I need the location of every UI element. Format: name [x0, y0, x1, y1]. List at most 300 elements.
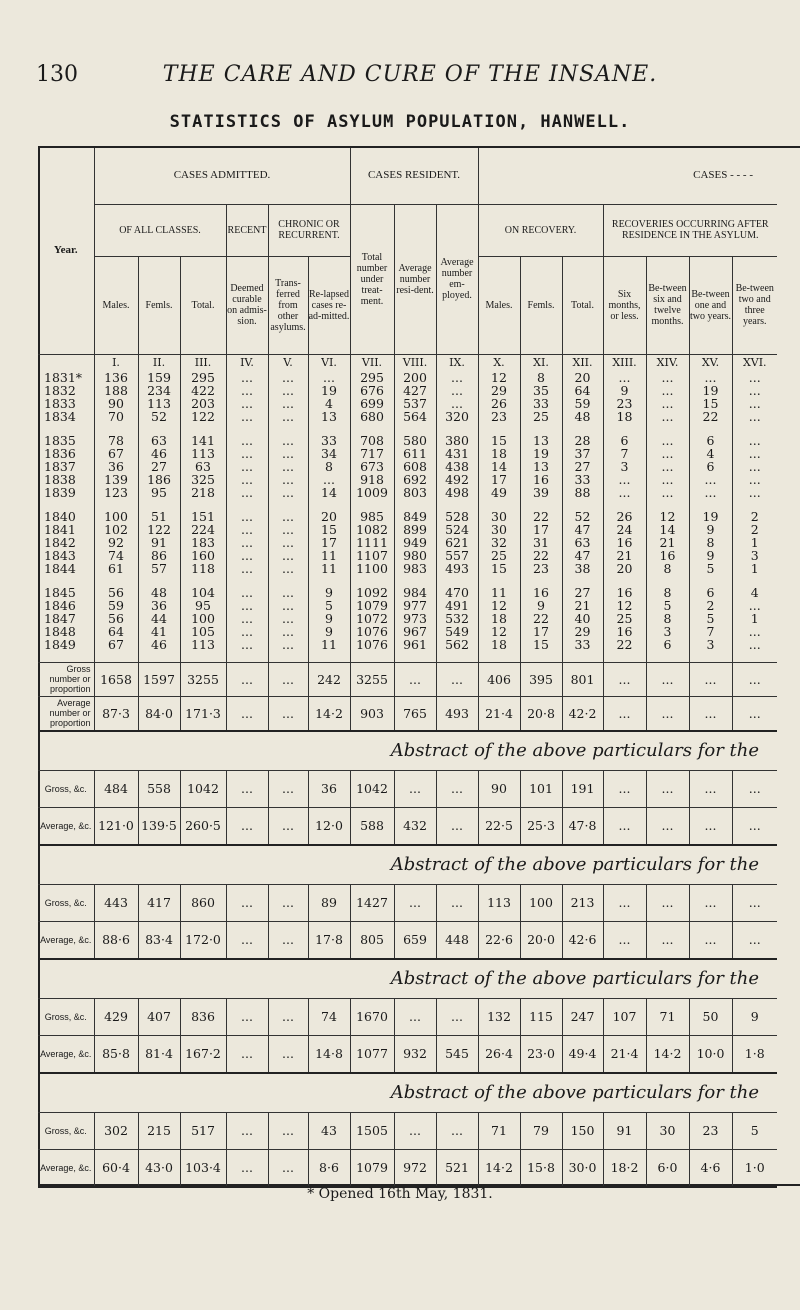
gap-cell	[603, 575, 646, 586]
value-cell: 26	[478, 397, 520, 410]
gap-cell	[38, 423, 94, 434]
value-cell: 932	[394, 1035, 436, 1073]
value-cell: ...	[226, 410, 268, 423]
value-cell: 492	[436, 473, 478, 486]
column-number: I.	[94, 354, 138, 371]
value-cell: 59	[562, 397, 603, 410]
value-cell: 588	[350, 807, 394, 845]
value-cell: 247	[562, 998, 603, 1035]
column-number: II.	[138, 354, 180, 371]
value-cell: ...	[646, 371, 689, 384]
abstract-average-label: Average, &c.	[38, 1149, 94, 1187]
value-cell: 88	[562, 486, 603, 499]
value-cell: ...	[646, 384, 689, 397]
value-cell: 113	[138, 397, 180, 410]
table-row	[38, 625, 777, 638]
value-cell: 20	[562, 371, 603, 384]
year-cell	[38, 354, 94, 371]
table-row	[38, 638, 777, 651]
value-cell: 46	[138, 638, 180, 651]
value-cell: 21	[562, 599, 603, 612]
value-cell: 528	[436, 510, 478, 523]
value-cell: 25	[520, 410, 562, 423]
value-cell: 183	[180, 536, 226, 549]
value-cell: 1076	[350, 638, 394, 651]
abstract-gross-row	[38, 1112, 777, 1149]
value-cell: 12·0	[308, 807, 350, 845]
value-cell: 320	[436, 410, 478, 423]
table-row	[38, 599, 777, 612]
col-5: Trans-ferred from other asylums.	[268, 256, 308, 354]
value-cell: 532	[436, 612, 478, 625]
value-cell: 139	[94, 473, 138, 486]
value-cell: 985	[350, 510, 394, 523]
column-number: XVI.	[742, 356, 767, 369]
value-cell: 56	[94, 586, 138, 599]
value-cell: 12	[646, 510, 689, 523]
col-7: Total number under treat-ment.	[350, 204, 394, 354]
value-cell: 5	[689, 562, 732, 575]
value-cell: 9	[308, 612, 350, 625]
value-cell: 680	[350, 410, 394, 423]
value-cell: 83·4	[138, 921, 180, 959]
value-cell: 113	[180, 447, 226, 460]
table-row	[38, 371, 777, 384]
value-cell: 22	[520, 612, 562, 625]
value-cell: ...	[646, 807, 689, 845]
column-number: XI.	[520, 354, 562, 371]
value-cell: ...	[748, 370, 761, 384]
value-cell: ...	[646, 410, 689, 423]
value-cell: 443	[94, 884, 138, 921]
value-cell: 81·4	[138, 1035, 180, 1073]
value-cell: 115	[520, 998, 562, 1035]
value-cell: 25	[478, 549, 520, 562]
value-cell: 87·3	[94, 696, 138, 731]
gap-cell	[603, 499, 646, 510]
value-cell: 100	[94, 510, 138, 523]
gap-cell	[520, 423, 562, 434]
value-cell: ...	[748, 472, 761, 486]
value-cell: 673	[350, 460, 394, 473]
value-cell: 13	[308, 410, 350, 423]
value-cell: ...	[732, 884, 777, 921]
value-cell: 1·8	[732, 1035, 777, 1073]
value-cell: 141	[180, 434, 226, 447]
value-cell: ...	[268, 434, 308, 447]
value-cell: 12	[478, 371, 520, 384]
value-cell: ...	[226, 1035, 268, 1073]
value-cell: 14	[478, 460, 520, 473]
value-cell: ...	[436, 397, 478, 410]
value-cell: 498	[436, 486, 478, 499]
table-row	[38, 460, 777, 473]
value-cell: 6	[689, 586, 732, 599]
gap-cell	[226, 575, 268, 586]
value-cell: 967	[394, 625, 436, 638]
value-cell: 22·6	[478, 921, 520, 959]
value-cell: 107	[603, 998, 646, 1035]
value-cell: 27	[562, 460, 603, 473]
value-cell: 151	[180, 510, 226, 523]
value-cell: 60·4	[94, 1149, 138, 1187]
value-cell: 47	[562, 549, 603, 562]
year-cell: 1833	[38, 397, 94, 410]
value-cell: 422	[180, 384, 226, 397]
group-recoveries-after: RECOVERIES OCCURRING AFTER RESIDENCE IN THE ASYLUM.	[603, 204, 777, 256]
column-number: V.	[268, 354, 308, 371]
value-cell: 74	[94, 549, 138, 562]
gap-cell	[350, 651, 394, 663]
gap-cell	[138, 499, 180, 510]
value-cell: 49	[478, 486, 520, 499]
gap-cell	[138, 651, 180, 663]
value-cell: 8	[646, 586, 689, 599]
value-cell: 8	[646, 612, 689, 625]
year-cell: 1846	[38, 599, 94, 612]
value-cell: 15·8	[520, 1149, 562, 1187]
value-cell: 10·0	[689, 1035, 732, 1073]
gap-cell	[520, 499, 562, 510]
value-cell: 295	[180, 371, 226, 384]
value-cell: ...	[226, 434, 268, 447]
value-cell: 90	[94, 397, 138, 410]
value-cell: 118	[180, 562, 226, 575]
gap-cell	[436, 651, 478, 663]
column-number: IV.	[226, 354, 268, 371]
value-cell: 524	[436, 523, 478, 536]
year-cell: 1837	[38, 460, 94, 473]
value-cell: 17	[520, 523, 562, 536]
value-cell: 132	[478, 998, 520, 1035]
value-cell: 30·0	[562, 1149, 603, 1187]
value-cell: 1042	[350, 770, 394, 807]
value-cell: 19	[308, 384, 350, 397]
value-cell: 1077	[350, 1035, 394, 1073]
value-cell: 36	[138, 599, 180, 612]
value-cell: ...	[226, 998, 268, 1035]
value-cell: 20	[603, 562, 646, 575]
value-cell: ...	[436, 807, 478, 845]
abstract-average-label: Average, &c.	[38, 921, 94, 959]
value-cell: 699	[350, 397, 394, 410]
value-cell: ...	[308, 371, 350, 384]
value-cell: ...	[226, 460, 268, 473]
gap-cell	[350, 423, 394, 434]
value-cell: ...	[268, 998, 308, 1035]
abstract-average-row	[38, 807, 777, 845]
table-row	[38, 562, 777, 575]
value-cell: 6	[646, 638, 689, 651]
value-cell: ...	[748, 485, 761, 499]
value-cell: 102	[94, 523, 138, 536]
value-cell: 43·0	[138, 1149, 180, 1187]
col-6: Re-lapsed cases re-ad-mitted.	[308, 256, 350, 354]
value-cell: ...	[268, 523, 308, 536]
value-cell: 61	[94, 562, 138, 575]
value-cell: ...	[646, 447, 689, 460]
block-gap	[38, 423, 777, 434]
value-cell: 899	[394, 523, 436, 536]
value-cell: 105	[180, 625, 226, 638]
gap-cell	[520, 575, 562, 586]
page-header	[0, 62, 800, 92]
value-cell: 1082	[350, 523, 394, 536]
value-cell: 972	[394, 1149, 436, 1187]
value-cell: 11	[308, 549, 350, 562]
gap-cell	[394, 575, 436, 586]
value-cell: 1079	[350, 599, 394, 612]
col-year: Year.	[38, 148, 94, 354]
value-cell: 5	[689, 612, 732, 625]
value-cell: 16	[603, 536, 646, 549]
value-cell: ...	[226, 884, 268, 921]
table-row	[38, 434, 777, 447]
column-number-row	[38, 354, 777, 371]
table-row	[38, 549, 777, 562]
value-cell: ...	[268, 662, 308, 696]
year-cell: 1834	[38, 410, 94, 423]
value-cell: 39	[520, 486, 562, 499]
value-cell: 15	[520, 638, 562, 651]
value-cell: ...	[689, 696, 732, 731]
gap-cell	[138, 423, 180, 434]
value-cell: 101	[520, 770, 562, 807]
value-cell: 860	[180, 884, 226, 921]
value-cell: 692	[394, 473, 436, 486]
value-cell: 621	[436, 536, 478, 549]
gap-cell	[520, 651, 562, 663]
value-cell: 36	[308, 770, 350, 807]
value-cell: 33	[308, 434, 350, 447]
value-cell: 63	[562, 536, 603, 549]
year-cell: 1839	[38, 486, 94, 499]
value-cell: 29	[478, 384, 520, 397]
value-cell: 30	[478, 523, 520, 536]
value-cell: 30	[646, 1112, 689, 1149]
abstract-heading-row	[38, 1073, 777, 1113]
value-cell: 11	[478, 586, 520, 599]
value-cell: 42·6	[562, 921, 603, 959]
abstract-gross-label: Gross, &c.	[38, 1112, 94, 1149]
value-cell: ...	[436, 884, 478, 921]
value-cell: 803	[394, 486, 436, 499]
value-cell: 32	[478, 536, 520, 549]
value-cell: 13	[520, 460, 562, 473]
year-cell: 1840	[38, 510, 94, 523]
value-cell: 188	[94, 384, 138, 397]
value-cell: 406	[478, 662, 520, 696]
value-cell: 14·2	[308, 696, 350, 731]
value-cell: ...	[748, 396, 761, 410]
value-cell: 113	[478, 884, 520, 921]
value-cell: 23	[520, 562, 562, 575]
value-cell: 21·4	[478, 696, 520, 731]
abstract-average-label: Average, &c.	[38, 807, 94, 845]
average-row	[38, 696, 777, 731]
table-row	[38, 486, 777, 499]
value-cell: 84·0	[138, 696, 180, 731]
value-cell: 517	[180, 1112, 226, 1149]
value-cell: 9	[603, 384, 646, 397]
gap-cell	[226, 499, 268, 510]
value-cell: 7	[689, 625, 732, 638]
table-row	[38, 586, 777, 599]
value-cell: 325	[180, 473, 226, 486]
gap-cell	[308, 499, 350, 510]
column-number: VIII.	[394, 354, 436, 371]
value-cell: 78	[94, 434, 138, 447]
gap-cell	[180, 651, 226, 663]
value-cell: ...	[394, 998, 436, 1035]
value-cell: ...	[436, 371, 478, 384]
abstract-gross-label: Gross, &c.	[38, 770, 94, 807]
value-cell: 33	[562, 473, 603, 486]
value-cell: 28	[562, 434, 603, 447]
value-cell: 708	[350, 434, 394, 447]
value-cell: ...	[603, 884, 646, 921]
value-cell: 122	[138, 523, 180, 536]
value-cell: ...	[748, 433, 761, 447]
value-cell: ...	[268, 884, 308, 921]
value-cell: 41	[138, 625, 180, 638]
value-cell: 191	[562, 770, 603, 807]
gap-cell	[226, 651, 268, 663]
value-cell: 52	[138, 410, 180, 423]
gap-cell	[436, 499, 478, 510]
value-cell: 95	[138, 486, 180, 499]
value-cell: 765	[394, 696, 436, 731]
value-cell: 537	[394, 397, 436, 410]
value-cell: 200	[394, 371, 436, 384]
gap-cell	[394, 499, 436, 510]
value-cell: 79	[520, 1112, 562, 1149]
value-cell: ...	[268, 473, 308, 486]
year-cell: 1841	[38, 523, 94, 536]
value-cell: 91	[603, 1112, 646, 1149]
value-cell: ...	[732, 696, 777, 731]
value-cell: 14·8	[308, 1035, 350, 1073]
value-cell: ...	[646, 662, 689, 696]
year-cell: 1832	[38, 384, 94, 397]
statistics-table	[38, 148, 777, 1188]
table-row	[38, 536, 777, 549]
value-cell: 11	[308, 562, 350, 575]
value-cell: ...	[226, 447, 268, 460]
value-cell: ...	[226, 807, 268, 845]
value-cell: 15	[478, 434, 520, 447]
value-cell: 9	[308, 625, 350, 638]
value-cell: 26	[603, 510, 646, 523]
value-cell: 608	[394, 460, 436, 473]
value-cell: 46	[138, 447, 180, 460]
value-cell: 90	[478, 770, 520, 807]
gap-cell	[732, 499, 777, 510]
value-cell: 11	[308, 638, 350, 651]
value-cell: 18	[603, 410, 646, 423]
value-cell: ...	[226, 536, 268, 549]
value-cell: 22	[603, 638, 646, 651]
block-gap	[38, 499, 777, 510]
value-cell: 5	[646, 599, 689, 612]
column-number: X.	[478, 354, 520, 371]
value-cell: ...	[436, 1112, 478, 1149]
value-cell: 6·0	[646, 1149, 689, 1187]
value-cell: ...	[732, 770, 777, 807]
value-cell: 611	[394, 447, 436, 460]
col-4: Deemed curable on admis-sion.	[226, 256, 268, 354]
value-cell: 19	[689, 510, 732, 523]
table-row	[38, 473, 777, 486]
block-gap	[38, 575, 777, 586]
value-cell: 521	[436, 1149, 478, 1187]
value-cell: ...	[268, 921, 308, 959]
value-cell: 85·8	[94, 1035, 138, 1073]
column-number: XII.	[562, 354, 603, 371]
value-cell: 564	[394, 410, 436, 423]
year-cell: 1844	[38, 562, 94, 575]
abstract-gross-row	[38, 770, 777, 807]
value-cell: 15	[308, 523, 350, 536]
value-cell: 980	[394, 549, 436, 562]
gap-cell	[732, 575, 777, 586]
value-cell: ...	[646, 884, 689, 921]
value-cell: 48	[138, 586, 180, 599]
gap-cell	[646, 499, 689, 510]
gap-cell	[646, 423, 689, 434]
value-cell: ...	[268, 586, 308, 599]
value-cell: ...	[748, 459, 761, 473]
value-cell: ...	[748, 598, 761, 612]
group-cases: CASES - - - -	[478, 148, 777, 204]
value-cell: 29	[562, 625, 603, 638]
value-cell: ...	[226, 638, 268, 651]
value-cell: ...	[226, 384, 268, 397]
value-cell: ...	[732, 921, 777, 959]
value-cell: 5	[308, 599, 350, 612]
value-cell: 213	[562, 884, 603, 921]
gap-cell	[138, 575, 180, 586]
gap-cell	[689, 423, 732, 434]
value-cell: 8·6	[308, 1149, 350, 1187]
value-cell: 59	[94, 599, 138, 612]
value-cell: 17	[478, 473, 520, 486]
col-1: Males.	[94, 256, 138, 354]
value-cell: ...	[603, 807, 646, 845]
column-number: XIV.	[646, 354, 689, 371]
gap-cell	[268, 575, 308, 586]
value-cell: ...	[226, 486, 268, 499]
value-cell: 801	[562, 662, 603, 696]
value-cell: ...	[226, 523, 268, 536]
value-cell: 23	[603, 397, 646, 410]
value-cell: 1427	[350, 884, 394, 921]
abstract-heading: Abstract of the above particulars for the	[38, 959, 777, 999]
table-row	[38, 510, 777, 523]
value-cell: 8	[308, 460, 350, 473]
value-cell: 3	[646, 625, 689, 638]
value-cell: 983	[394, 562, 436, 575]
running-title: THE CARE AND CURE OF THE INSANE.	[162, 62, 658, 87]
value-cell: 27	[562, 586, 603, 599]
value-cell: 14·2	[646, 1035, 689, 1073]
value-cell: 139·5	[138, 807, 180, 845]
value-cell: 18	[478, 638, 520, 651]
gap-cell	[689, 499, 732, 510]
value-cell: 52	[562, 510, 603, 523]
value-cell: 23	[689, 1112, 732, 1149]
abstract-gross-row	[38, 998, 777, 1035]
